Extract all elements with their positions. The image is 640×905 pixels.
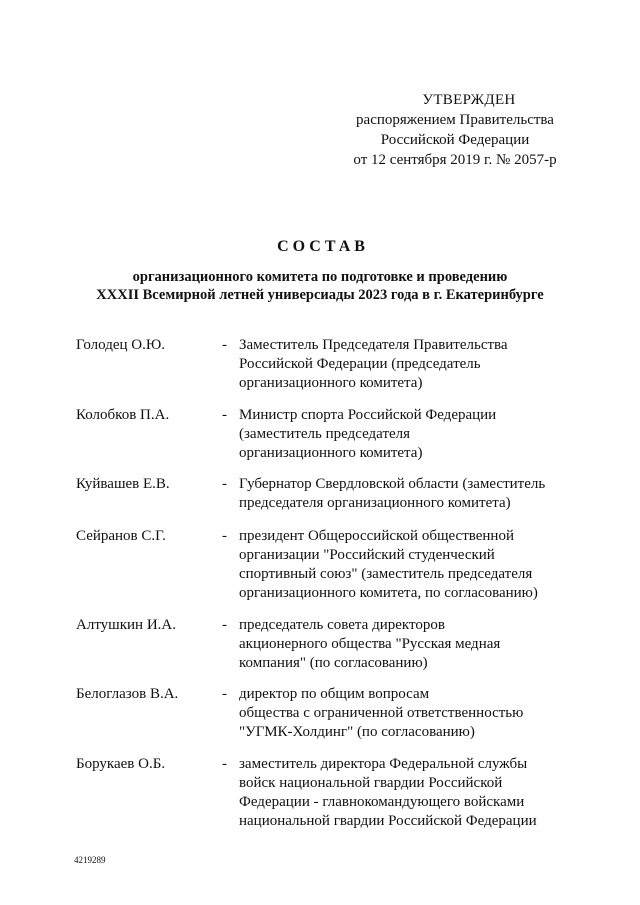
role-line: акционерного общества "Русская медная [239,636,501,652]
member-name: Колобков П.А. [76,407,170,423]
role-line: Губернатор Свердловской области (заместитель [239,476,546,492]
role-line: директор по общим вопросам [239,686,430,702]
subtitle-line: организационного комитета по подготовке и проведению [132,269,508,285]
approval-date-line: от 12 сентября 2019 г. № 2057-р [353,152,557,168]
member-role [239,475,559,513]
role-line: председателя организационного комитета) [239,495,511,511]
member-dash: - [222,686,227,702]
member-name: Сейранов С.Г. [76,528,166,544]
member-dash: - [222,337,227,353]
role-line: президент Общероссийской общественной [239,528,514,544]
role-line: национальной гвардии Российской Федерации [239,813,537,829]
member-entry [0,527,640,603]
member-entry [0,475,640,513]
role-line: организационного комитета) [239,445,423,461]
document-title: СОСТАВ [277,238,369,255]
member-entry [0,406,640,463]
role-line: спортивный союз" (заместитель председателя [239,566,533,582]
member-role [239,336,559,393]
member-name: Белоглазов В.А. [76,686,179,702]
role-line: компания" (по согласованию) [239,655,428,671]
member-dash: - [222,476,227,492]
document-subtitle [0,268,640,304]
document-number: 4219289 [74,855,106,865]
role-line: Федерации - главнокомандующего войсками [239,794,525,810]
role-line: общества с ограниченной ответственностью [239,705,524,721]
approval-title: УТВЕРЖДЕН [422,92,516,108]
approval-line: распоряжением Правительства [356,112,554,128]
member-dash: - [222,756,227,772]
role-line: Министр спорта Российской Федерации [239,407,497,423]
member-name: Алтушкин И.А. [76,617,176,633]
member-role [239,755,559,831]
member-entry [0,755,640,831]
member-role [239,527,559,603]
member-dash: - [222,617,227,633]
role-line: войск национальной гвардии Российской [239,775,503,791]
member-role [239,616,559,673]
member-dash: - [222,407,227,423]
member-name: Борукаев О.Б. [76,756,166,772]
role-line: (заместитель председателя [239,426,411,442]
approval-line: Российской Федерации [380,132,530,148]
member-entry [0,616,640,673]
document-heading [0,236,640,304]
member-dash: - [222,528,227,544]
member-role [239,406,559,463]
role-line: заместитель директора Федеральной службы [239,756,528,772]
member-name: Голодец О.Ю. [76,337,166,353]
role-line: организационного комитета, по согласованию) [239,585,538,601]
role-line: организации "Российский студенческий [239,547,495,563]
approval-block [330,90,560,170]
member-entry [0,336,640,393]
role-line: организационного комитета) [239,375,423,391]
role-line: Российской Федерации (председатель [239,356,481,372]
member-name: Куйвашев Е.В. [76,476,170,492]
members-list [0,336,640,831]
member-role [239,685,559,742]
subtitle-line: XXXII Всемирной летней универсиады 2023 года в г. Екатеринбурге [96,287,544,303]
role-line: "УГМК-Холдинг" (по согласованию) [239,724,475,740]
role-line: Заместитель Председателя Правительства [239,337,508,353]
role-line: председатель совета директоров [239,617,445,633]
member-entry [0,685,640,742]
